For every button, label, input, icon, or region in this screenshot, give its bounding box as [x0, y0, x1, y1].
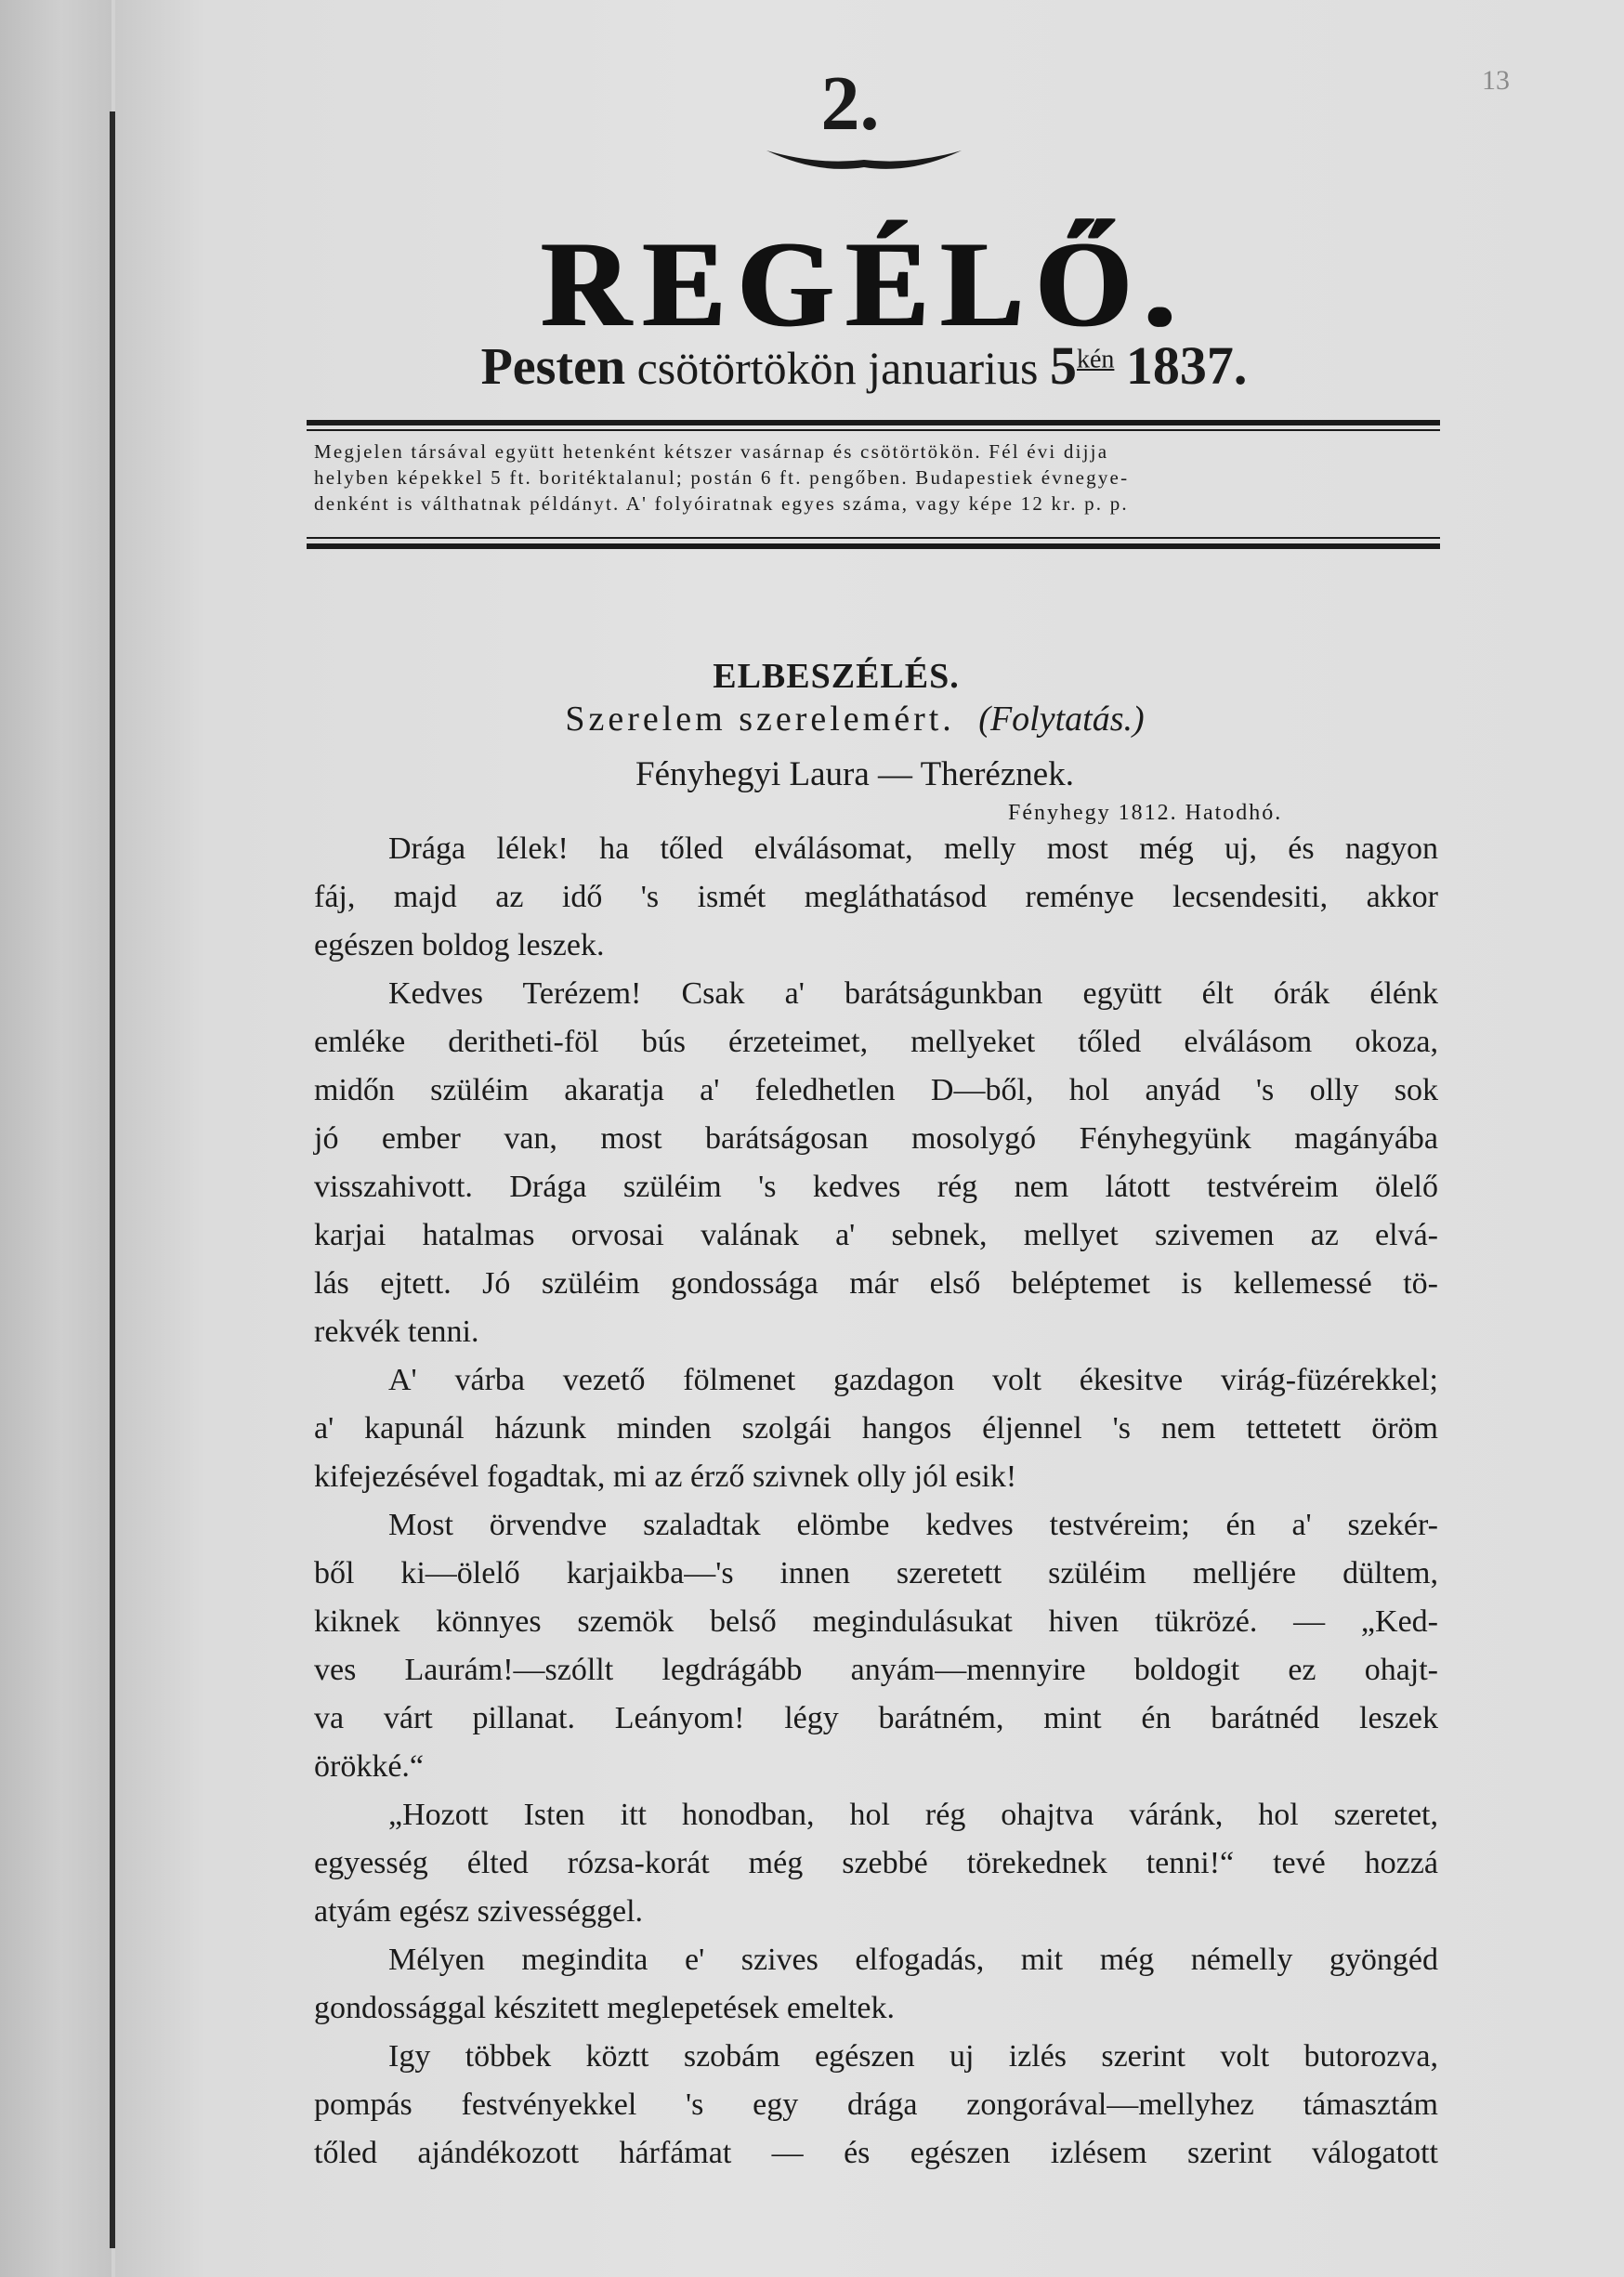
story-title-text: Szerelem szerelemért. [565, 700, 955, 739]
masthead-title: REGÉLŐ. [541, 216, 1187, 352]
article-line: gondossággal készitett meglepetések emeltek. [314, 1991, 896, 2025]
article-line: pompás festvényekkel 's egy drága zongorával—mellyhez támasztám [314, 2087, 1438, 2122]
article-line: Kedves Terézem! Csak a' barátságunkban együtt élt órák élénk [388, 976, 1438, 1011]
article-line: karjai hatalmas orvosai valának a' sebnek, mellyet szivemen az elvá- [314, 1218, 1438, 1252]
article-line: midőn szüléim akaratja a' feledhetlen D—ből, hol anyád 's olly sok [314, 1073, 1438, 1107]
article-line: ves Laurám!—szóllt legdrágább anyám—mennyire boldogit ez ohajt- [314, 1653, 1438, 1687]
article-line: jó ember van, most barátságosan mosolygó Fényhegyünk magányába [314, 1121, 1438, 1156]
dateline-day-suffix: kén [1076, 345, 1115, 374]
story-title [362, 699, 1347, 739]
subscription-line: Megjelen társával együtt hetenként kétszer vasárnap és csötörtökön. Fél évi dijja [314, 440, 1109, 463]
article-line: Mélyen megindita e' szives elfogadás, mit még némelly gyöngéd [388, 1943, 1438, 1977]
article-line: va várt pillanat. Leányom! légy barátném, mint én barátnéd leszek [314, 1701, 1438, 1735]
article-line: Igy többek köztt szobám egészen uj izlés szerint volt butorozva, [388, 2039, 1438, 2074]
issue-number: 2. [820, 60, 880, 147]
article-line: egészen boldog leszek. [314, 928, 605, 962]
article-line: egyesség élted rózsa-korát még szebbé törekednek tenni!“ tevé hozzá [314, 1846, 1438, 1880]
header-rule-bottom [307, 543, 1440, 549]
continued-label: (Folytatás.) [978, 700, 1145, 739]
article-line: visszahivott. Drága szüléim 's kedves rég nem látott testvéreim ölelő [314, 1170, 1438, 1204]
header-rule-top-thin [307, 429, 1440, 431]
article-line: a' kapunál házunk minden szolgái hangos éljennel 's nem tettetett öröm [314, 1411, 1438, 1446]
section-title: ELBESZÉLÉS. [713, 657, 960, 696]
article-line: A' várba vezető fölmenet gazdagon volt ékesitve virág-füzérekkel; [388, 1363, 1438, 1397]
dateline-text: csötörtökön januarius [636, 342, 1039, 394]
letter-place-date: Fényhegy 1812. Hatodhó. [1008, 801, 1283, 825]
subscription-notice [314, 438, 1438, 517]
article-line: tőled ajándékozott hárfámat — és egészen izlésem szerint válogatott [314, 2136, 1438, 2170]
article-line: fáj, majd az idő 's ismét megláthatásod reménye lecsendesiti, akkor [314, 880, 1438, 914]
page-number-mark: 13 [1482, 65, 1510, 96]
article-line: Drága lélek! ha tőled elválásomat, melly most még uj, és nagyon [388, 831, 1438, 866]
article-body [314, 825, 1438, 2178]
subscription-line: helyben képekkel 5 ft. boritéktalanul; postán 6 ft. pengőben. Budapestiek évnegye- [314, 466, 1130, 489]
subscription-line: denként is válthatnak példányt. A' folyóiratnak egyes száma, vagy képe 12 kr. p. p. [314, 492, 1129, 515]
dateline [307, 335, 1421, 396]
dateline-city: Pesten [480, 338, 626, 396]
dateline-day: 5 [1049, 335, 1077, 396]
header-rule-bottom-thin [307, 537, 1440, 539]
header-rule-top [307, 420, 1440, 425]
article-line: örökké.“ [314, 1749, 425, 1784]
article-line: emléke deritheti-föl bús érzeteimet, mellyeket tőled elválásom okoza, [314, 1025, 1438, 1059]
article-line: kifejezésével fogadtak, mi az érző szivnek olly jól esik! [314, 1459, 1017, 1494]
article-line: lás ejtett. Jó szüléim gondossága már első beléptemet is kellemessé tö- [314, 1266, 1438, 1301]
article-line: Most örvendve szaladtak elömbe kedves testvéreim; én a' szekér- [388, 1508, 1438, 1542]
dateline-year: 1837. [1125, 335, 1248, 396]
article-line: atyám egész szivességgel. [314, 1894, 644, 1929]
article-line: „Hozott Isten itt honodban, hol rég ohajtva váránk, hol szeretet, [388, 1798, 1438, 1832]
facing-page-edge [0, 0, 111, 2277]
letter-heading: Fényhegyi Laura — Theréznek. [635, 755, 1074, 793]
ornament-swash [762, 139, 966, 177]
article-line: kiknek könnyes szemök belső megindulásukat hiven tükrözé. — „Ked- [314, 1604, 1438, 1639]
article-line: rekvék tenni. [314, 1315, 479, 1349]
article-line: ből ki—ölelő karjaikba—'s innen szeretett szüléim melljére dültem, [314, 1556, 1438, 1590]
